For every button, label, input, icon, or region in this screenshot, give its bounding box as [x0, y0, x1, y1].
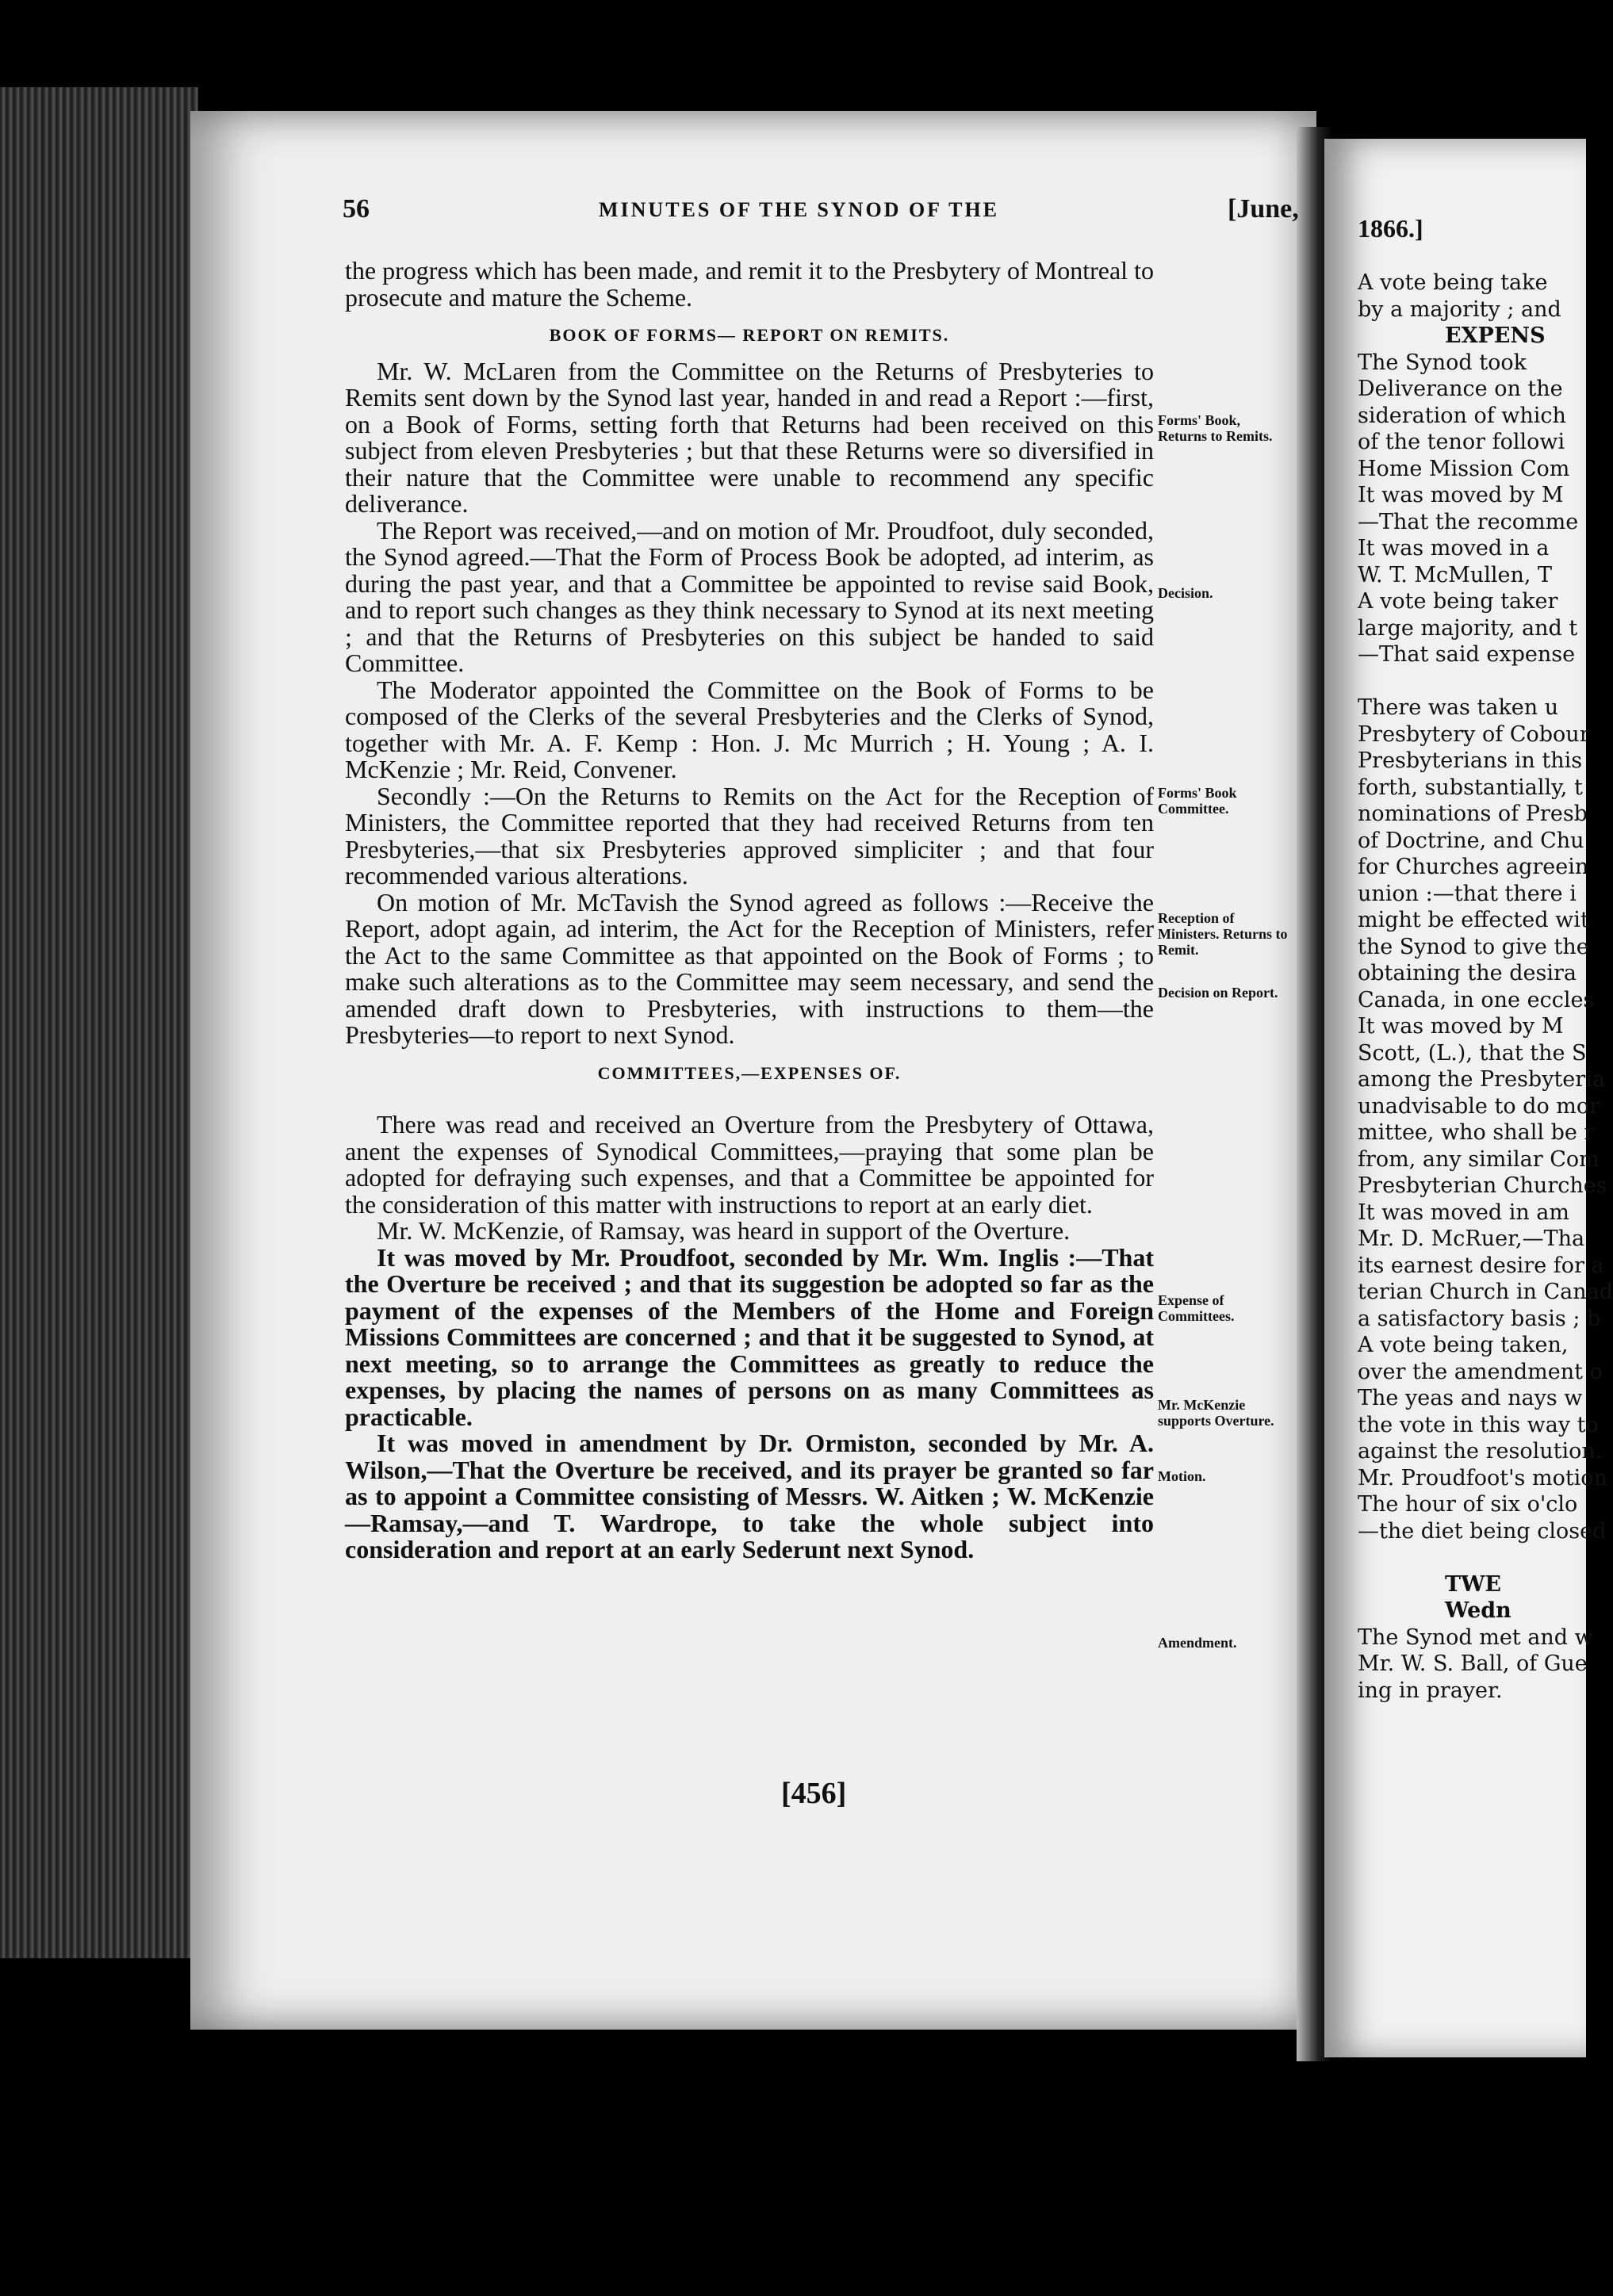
right-page-line: Mr. W. S. Ball, of Gue	[1358, 1651, 1588, 1676]
margin-note-mckenzie: Mr. McKenzie supports Overture.	[1158, 1397, 1274, 1429]
heading-book-of-forms: BOOK OF FORMS— REPORT ON REMITS.	[549, 325, 950, 345]
margin-note-decision-report: Decision on Report.	[1158, 985, 1278, 1001]
page-stamp: [456]	[781, 1777, 847, 1810]
paragraph-report: The Report was received,—and on motion of Mr. Proudfoot, duly seconded, the Synod agreed.—That the Form of Process Book be adopted, ad interim, as during the past year, and that a Committee be appointed to revise said Book, and to report such changes as they think necessary to Synod at its next meeting ; and that the Returns of Presbyteries on this subject be handed to said Committee.	[345, 515, 1154, 677]
right-page-line: —That the recomme	[1358, 509, 1579, 534]
right-page-line: It was moved in a	[1358, 536, 1550, 561]
book-spine	[0, 87, 198, 1958]
right-page-line: A vote being taken,	[1358, 1333, 1569, 1357]
right-page-line: A vote being taker	[1358, 589, 1558, 614]
right-page-line: —the diet being closed	[1358, 1518, 1607, 1544]
right-page-line: The Synod took	[1358, 350, 1527, 375]
right-page-line: a satisfactory basis ; b	[1358, 1306, 1601, 1331]
right-page-line: for Churches agreein	[1358, 855, 1589, 879]
right-page-line: unadvisable to do mor	[1358, 1093, 1600, 1119]
right-page-line: ing in prayer.	[1358, 1678, 1503, 1703]
right-page-line: sideration of which	[1358, 403, 1566, 428]
right-page-line: W. T. McMullen, T	[1358, 562, 1553, 587]
right-page-line: Canada, in one eccles	[1358, 987, 1595, 1012]
margin-note-forms-committee: Forms' Book Committee.	[1158, 785, 1237, 817]
right-page-line: of Doctrine, and Chu	[1358, 828, 1584, 853]
right-page-line	[1358, 1544, 1596, 1571]
paragraph-mctavish: On motion of Mr. McTavish the Synod agreed as follows :—Receive the Report, adopt again, ad interim, the Act for the Reception of Ministers, refer the Act to the same Committee as that appointed on the Book of Forms ; to make such alterations as to the Committee may seem necessary, and send the amended draft down to Presbyteries, with instructions to them—the Presbyteries—to report to next Synod.	[345, 887, 1154, 1049]
right-page-line	[1358, 668, 1596, 695]
margin-note-forms-returns: Forms' Book, Returns to Remits.	[1158, 412, 1273, 444]
right-page-line: Deliverance on the	[1358, 377, 1563, 401]
right-page-line: nominations of Presb	[1358, 802, 1588, 826]
paragraph-overture: There was read and received an Overture from the Presbytery of Ottawa, anent the expenses of Synodical Committees,—praying that some plan be adopted for defraying such expenses, and that a Committee be appointed for the consideration of this matter with instructions to report at an early diet.	[345, 1110, 1154, 1219]
right-page-line: forth, substantially, t	[1358, 775, 1583, 800]
right-page-line: of the tenor followi	[1358, 430, 1565, 454]
right-page-line: A vote being take	[1358, 270, 1548, 295]
right-page-line: obtaining the desira	[1358, 961, 1577, 985]
right-page-line: union :—that there i	[1358, 881, 1577, 906]
right-page-line: The hour of six o'clo	[1358, 1492, 1578, 1517]
paragraph-amendment: It was moved in amendment by Dr. Ormiston, seconded by Mr. A. Wilson,—That the Overture be received, and its prayer be granted so far as to appoint a Committee consisting of Messrs. W. Aitken ; W. McKenzie—Ramsay,—and T. Wardrope, to take the whole subject into consideration and report at an early Sederunt next Synod.	[345, 1429, 1154, 1563]
running-head: MINUTES OF THE SYNOD OF THE	[599, 198, 1000, 221]
right-page-line: Presbyterian Churches	[1358, 1173, 1607, 1198]
right-page-line: It was moved by M	[1358, 1014, 1564, 1039]
right-page-line: The Synod met and w	[1358, 1624, 1593, 1650]
margin-note-reception: Reception of Ministers. Returns to Remit.	[1158, 910, 1288, 958]
right-page-line: Scott, (L.), that the S	[1358, 1040, 1587, 1066]
paragraph-heard: Mr. W. McKenzie, of Ramsay, was heard in support of the Overture.	[377, 1216, 1071, 1245]
running-date: [June,	[1228, 194, 1299, 224]
right-page-line: Presbytery of Cobour	[1358, 721, 1590, 747]
margin-note-amendment: Amendment.	[1158, 1635, 1237, 1651]
right-page-line: from, any similar Com	[1358, 1146, 1600, 1172]
paragraph-moderator: The Moderator appointed the Committee on the Book of Forms to be composed of the Clerks of the several Presbyteries and the Clerks of Synod, together with Mr. A. F. Kemp : Hon. J. Mc Murrich ; H. Young ; A. I. McKenzie ; Mr. Reid, Convener.	[345, 675, 1154, 783]
right-page-line: Presbyterians in this	[1358, 748, 1583, 773]
right-page-line: against the resolution.	[1358, 1439, 1603, 1464]
right-page-line: the Synod to give the	[1358, 934, 1589, 959]
right-page-line: by a majority ; and	[1358, 297, 1561, 322]
right-page-line: Mr. D. McRuer,—Tha	[1358, 1226, 1585, 1251]
right-page-line: the vote in this way to	[1358, 1412, 1599, 1437]
right-page-line: EXPENS	[1445, 323, 1546, 348]
right-page-line: Home Mission Com	[1358, 456, 1570, 481]
right-page-year: 1866.]	[1358, 214, 1423, 243]
right-page-line: mittee, who shall be r	[1358, 1120, 1595, 1145]
page-number: 56	[343, 194, 370, 224]
right-page-line: It was moved by M	[1358, 483, 1564, 507]
margin-note-decision: Decision.	[1158, 585, 1213, 601]
margin-note-expense: Expense of Committees.	[1158, 1292, 1235, 1324]
right-page-line: Wedn	[1445, 1598, 1511, 1623]
margin-note-motion: Motion.	[1158, 1468, 1206, 1484]
right-page-line: might be effected wit	[1358, 908, 1589, 932]
right-page-line: large majority, and t	[1358, 615, 1578, 641]
right-page-line: among the Presbyteria	[1358, 1067, 1605, 1092]
paragraph-motion: It was moved by Mr. Proudfoot, seconded by Mr. Wm. Inglis :—That the Overture be received ; and that its suggestion be adopted so far as the payment of the expenses of the Members of the Home and Foreign Missions Committees are concerned ; and that it be suggested to Synod, at next meeting, so to arrange the Committees as greatly to reduce the expenses, by placing the names of persons on as many Committees as practicable.	[345, 1242, 1154, 1431]
right-page-line: Mr. Proudfoot's motion	[1358, 1465, 1607, 1490]
paragraph-secondly: Secondly :—On the Returns to Remits on the Act for the Reception of Ministers, the Committee reported that they had received Returns from ten Presbyteries,—that six Presbyteries approved simpliciter ; and that four recommended various alterations.	[345, 781, 1154, 890]
page-body	[345, 258, 1154, 1563]
right-page-line: over the amendment o	[1358, 1359, 1603, 1384]
right-page-line: TWE	[1445, 1571, 1501, 1597]
right-page-line: The yeas and nays w	[1358, 1386, 1583, 1410]
right-page-line: It was moved in am	[1358, 1200, 1570, 1225]
paragraph-mclaren: Mr. W. McLaren from the Committee on the Returns of Presbyteries to Remits sent down by the Synod last year, handed in and read a Report :—first, on a Book of Forms, setting forth that Returns had been received on this subject from eleven Presbyteries ; but that these Returns were so diversified in their nature that the Committee were unable to recommend any specific deliverance.	[345, 356, 1154, 518]
right-page-line: There was taken u	[1358, 695, 1559, 720]
right-page-text	[1358, 270, 1613, 1704]
right-page-line: —That said expense	[1358, 642, 1576, 667]
heading-committees: COMMITTEES,—EXPENSES OF.	[597, 1062, 902, 1083]
right-page-line: terian Church in Canad	[1358, 1280, 1613, 1304]
right-page-line: its earnest desire for a	[1358, 1253, 1604, 1278]
paragraph-intro: the progress which has been made, and remit it to the Presbytery of Montreal to prosecute and mature the Scheme.	[345, 256, 1154, 312]
